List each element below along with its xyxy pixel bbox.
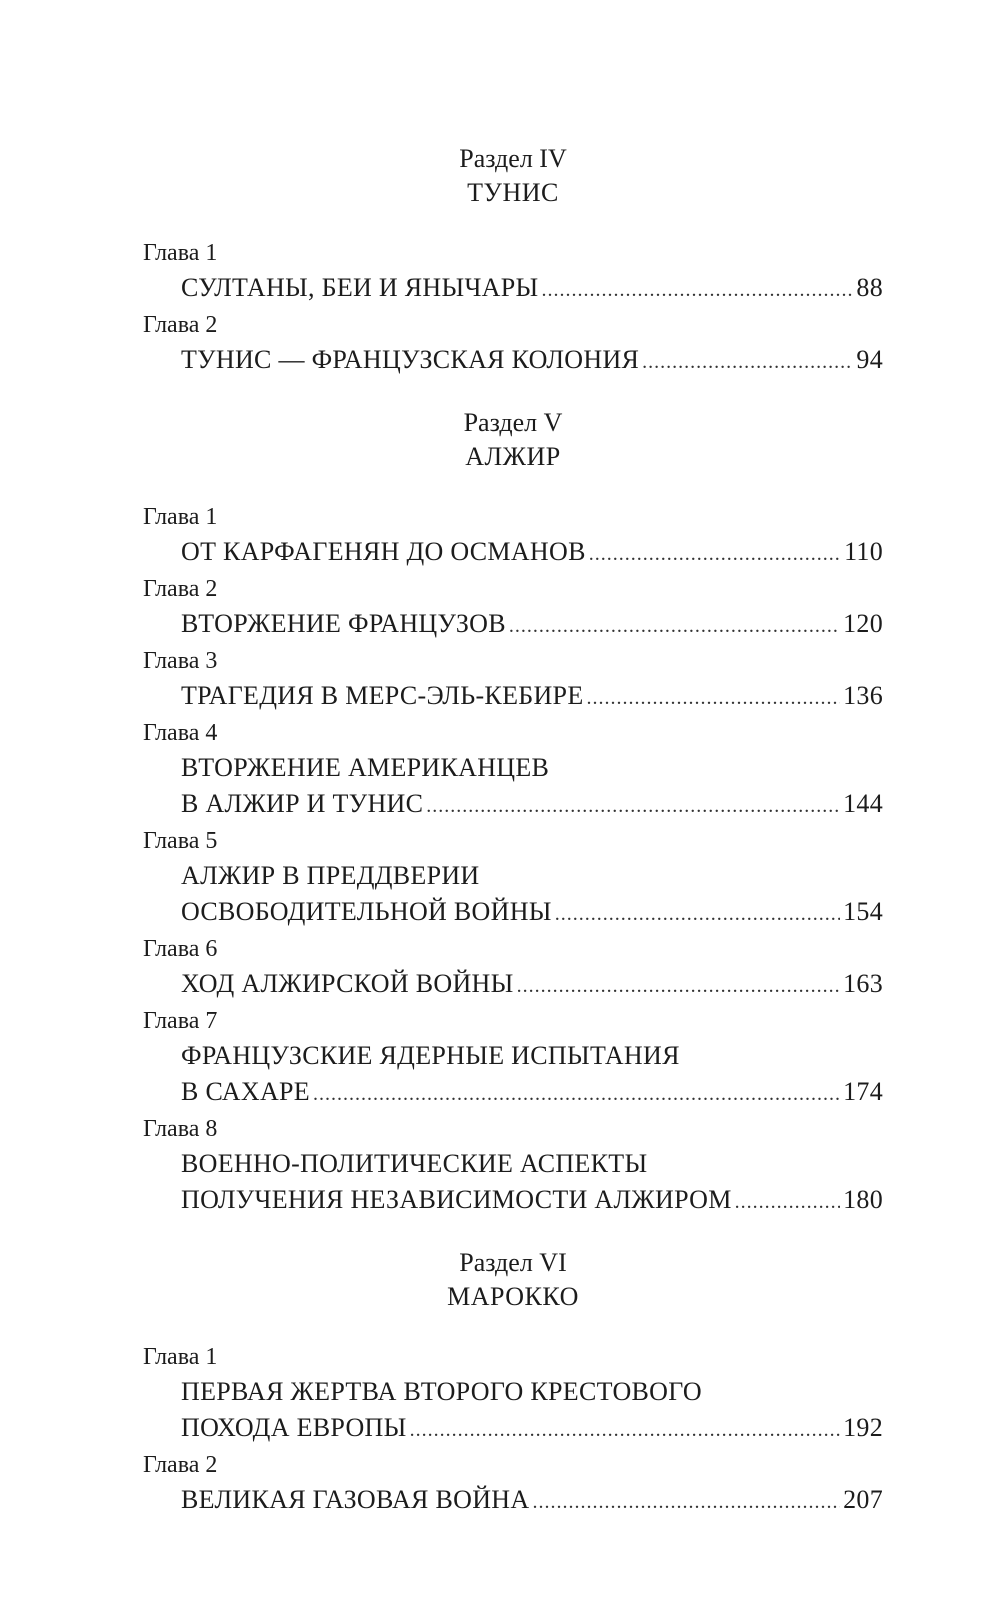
page-number: 144 <box>843 789 883 818</box>
page-number: 174 <box>843 1077 883 1106</box>
toc-entry[interactable] <box>143 1004 883 1112</box>
section-heading <box>143 1246 883 1340</box>
section-spacer <box>143 380 883 406</box>
dot-leader <box>542 272 854 308</box>
page-number: 88 <box>856 273 883 302</box>
chapter-title <box>143 1038 883 1112</box>
dot-leader <box>509 608 840 644</box>
chapter-title <box>143 342 883 380</box>
chapter-title-final-line <box>181 270 883 308</box>
chapter-title-final-line <box>181 606 883 644</box>
chapter-title-final-line <box>181 966 883 1004</box>
chapter-title-line: ФРАНЦУЗСКИЕ ЯДЕРНЫЕ ИСПЫТАНИЯ <box>181 1041 680 1070</box>
toc-entry[interactable] <box>143 308 883 380</box>
toc-entry[interactable] <box>143 572 883 644</box>
chapter-title <box>143 750 883 824</box>
toc-entry[interactable] <box>143 1448 883 1520</box>
section-label: Раздел VI <box>459 1248 567 1277</box>
chapter-title <box>143 1482 883 1520</box>
section-heading <box>143 406 883 500</box>
chapter-label: Глава 3 <box>143 648 218 674</box>
chapter-title <box>143 858 883 932</box>
section-title: МАРОККО <box>447 1282 579 1311</box>
chapter-title <box>143 1146 883 1220</box>
chapter-title-text: ОТ КАРФАГЕНЯН ДО ОСМАНОВ <box>181 537 586 566</box>
dot-leader <box>587 680 841 716</box>
chapter-title <box>143 1374 883 1448</box>
dot-leader <box>555 896 840 932</box>
section-title: АЛЖИР <box>465 442 561 471</box>
chapter-label: Глава 2 <box>143 576 218 602</box>
chapter-title-line: АЛЖИР В ПРЕДДВЕРИИ <box>181 861 480 890</box>
page-number: 110 <box>844 537 883 566</box>
page-number: 192 <box>843 1413 883 1442</box>
dot-leader <box>735 1184 840 1220</box>
section-label: Раздел IV <box>459 144 567 173</box>
chapter-title-final-line <box>181 534 883 572</box>
page-number: 136 <box>843 681 883 710</box>
toc-section <box>143 142 883 380</box>
chapter-title-final-line <box>181 1410 883 1448</box>
chapter-label: Глава 5 <box>143 828 218 854</box>
page-number: 94 <box>856 345 883 374</box>
chapter-title-text: ВЕЛИКАЯ ГАЗОВАЯ ВОЙНА <box>181 1485 530 1514</box>
chapter-title <box>143 966 883 1004</box>
section-title: ТУНИС <box>467 178 559 207</box>
toc-entry[interactable] <box>143 644 883 716</box>
chapter-title-line: ВТОРЖЕНИЕ АМЕРИКАНЦЕВ <box>181 753 550 782</box>
dot-leader <box>642 344 853 380</box>
chapter-title-text: ВТОРЖЕНИЕ ФРАНЦУЗОВ <box>181 609 506 638</box>
table-of-contents <box>143 142 883 1520</box>
page-number: 163 <box>843 969 883 998</box>
dot-leader <box>313 1076 840 1112</box>
dot-leader <box>410 1412 840 1448</box>
chapter-title <box>143 678 883 716</box>
dot-leader <box>426 788 840 824</box>
toc-entry[interactable] <box>143 932 883 1004</box>
chapter-label: Глава 2 <box>143 312 218 338</box>
chapter-title-text: ТУНИС — ФРАНЦУЗСКАЯ КОЛОНИЯ <box>181 345 640 374</box>
dot-leader <box>532 1484 840 1520</box>
chapter-label: Глава 7 <box>143 1008 218 1034</box>
chapter-title-line: ПЕРВАЯ ЖЕРТВА ВТОРОГО КРЕСТОВОГО <box>181 1377 703 1406</box>
chapter-title-text: ОСВОБОДИТЕЛЬНОЙ ВОЙНЫ <box>181 897 552 926</box>
chapter-title-final-line <box>181 1182 883 1220</box>
section-heading <box>143 142 883 236</box>
toc-entry[interactable] <box>143 500 883 572</box>
toc-entry[interactable] <box>143 824 883 932</box>
chapter-label: Глава 6 <box>143 936 218 962</box>
chapter-label: Глава 1 <box>143 240 218 266</box>
dot-leader <box>589 536 841 572</box>
toc-section <box>143 1220 883 1520</box>
page-number: 180 <box>843 1185 883 1214</box>
chapter-title-text: СУЛТАНЫ, БЕИ И ЯНЫЧАРЫ <box>181 273 539 302</box>
chapter-title-text: В АЛЖИР И ТУНИС <box>181 789 424 818</box>
page-number: 154 <box>843 897 883 926</box>
chapter-label: Глава 1 <box>143 1344 218 1370</box>
page-number: 207 <box>843 1485 883 1514</box>
chapter-title <box>143 606 883 644</box>
chapter-title-final-line <box>181 1074 883 1112</box>
chapter-title-final-line <box>181 678 883 716</box>
dot-leader <box>517 968 841 1004</box>
chapter-title-final-line <box>181 786 883 824</box>
chapter-title-text: ПОЛУЧЕНИЯ НЕЗАВИСИМОСТИ АЛЖИРОМ <box>181 1185 732 1214</box>
chapter-title-final-line <box>181 342 883 380</box>
chapter-title-text: ТРАГЕДИЯ В МЕРС-ЭЛЬ-КЕБИРЕ <box>181 681 584 710</box>
chapter-title-text: ПОХОДА ЕВРОПЫ <box>181 1413 407 1442</box>
chapter-title <box>143 270 883 308</box>
toc-entry[interactable] <box>143 716 883 824</box>
toc-entry[interactable] <box>143 236 883 308</box>
chapter-label: Глава 1 <box>143 504 218 530</box>
chapter-title-text: ХОД АЛЖИРСКОЙ ВОЙНЫ <box>181 969 514 998</box>
chapter-title <box>143 534 883 572</box>
chapter-label: Глава 2 <box>143 1452 218 1478</box>
page-number: 120 <box>843 609 883 638</box>
toc-section <box>143 380 883 1220</box>
chapter-title-final-line <box>181 1482 883 1520</box>
chapter-label: Глава 8 <box>143 1116 218 1142</box>
toc-entry[interactable] <box>143 1112 883 1220</box>
chapter-label: Глава 4 <box>143 720 218 746</box>
chapter-title-final-line <box>181 894 883 932</box>
chapter-title-text: В САХАРЕ <box>181 1077 310 1106</box>
section-spacer <box>143 1220 883 1246</box>
chapter-title-line: ВОЕННО-ПОЛИТИЧЕСКИЕ АСПЕКТЫ <box>181 1149 648 1178</box>
section-label: Раздел V <box>463 408 563 437</box>
toc-entry[interactable] <box>143 1340 883 1448</box>
